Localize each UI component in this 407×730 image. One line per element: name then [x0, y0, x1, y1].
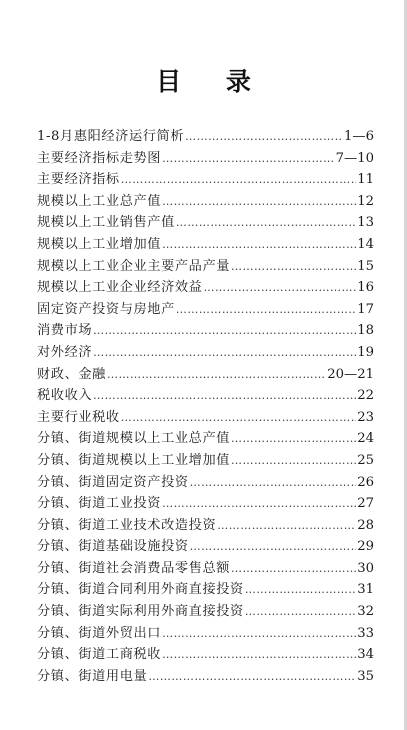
toc-leader-dots	[231, 450, 356, 472]
toc-entry-page: 26	[357, 474, 374, 490]
toc-entry-title: 规模以上工业销售产值	[37, 215, 175, 231]
toc-entry[interactable]	[37, 579, 374, 601]
toc-leader-dots	[162, 234, 356, 256]
toc-entry-title: 分镇、街道用电量	[37, 668, 148, 684]
toc-entry[interactable]	[37, 428, 374, 450]
toc-entry[interactable]	[37, 148, 374, 170]
toc-leader-dots	[217, 515, 356, 537]
toc-leader-dots	[176, 299, 356, 321]
toc-leader-dots	[121, 169, 356, 191]
toc-entry[interactable]	[37, 493, 374, 515]
toc-entry-title: 分镇、街道规模以上工业增加值	[37, 452, 231, 468]
toc-entry[interactable]	[37, 320, 374, 342]
toc-entry-page: 32	[357, 604, 374, 620]
toc-entry[interactable]	[37, 515, 374, 537]
toc-entry-page: 11	[357, 172, 374, 188]
toc-entry-page: 27	[357, 496, 374, 512]
toc-entry-page: 15	[357, 258, 374, 274]
toc-leader-dots	[162, 623, 356, 645]
toc-entry[interactable]	[37, 623, 374, 645]
toc-entry-title: 分镇、街道固定资产投资	[37, 474, 189, 490]
toc-entry-title: 主要行业税收	[37, 409, 120, 425]
toc-entry-page: 1—6	[344, 129, 374, 144]
toc-entry-page: 13	[357, 215, 374, 231]
toc-entry-title: 主要经济指标走势图	[37, 150, 162, 166]
toc-entry-title: 1-8月惠阳经济运行简析	[37, 129, 185, 144]
toc-entry-page: 31	[357, 582, 374, 598]
toc-leader-dots	[190, 536, 357, 558]
toc-entry[interactable]	[37, 191, 374, 213]
toc-leader-dots	[93, 385, 356, 407]
toc-entry-page: 23	[357, 409, 374, 425]
toc-leader-dots	[121, 407, 356, 429]
toc-leader-dots	[93, 320, 356, 342]
toc-entry-title: 消费市场	[37, 323, 93, 339]
page-title: 目 录	[156, 67, 269, 96]
toc-entry[interactable]	[37, 364, 374, 386]
toc-leader-dots	[203, 277, 356, 299]
toc-entry[interactable]	[37, 644, 374, 666]
toc-entry-title: 规模以上工业企业经济效益	[37, 280, 203, 296]
toc-entry[interactable]	[37, 212, 374, 234]
toc-entry-page: 20—21	[327, 366, 374, 382]
toc-entry-page: 14	[357, 236, 374, 252]
toc-entry-title: 税收收入	[37, 388, 93, 404]
toc-entry[interactable]	[37, 299, 374, 321]
toc-leader-dots	[231, 428, 356, 450]
toc-entry-title: 分镇、街道社会消费品零售总额	[37, 560, 231, 576]
toc-entry-page: 17	[357, 301, 374, 317]
toc-entry-page: 18	[357, 323, 374, 339]
toc-entry[interactable]	[37, 169, 374, 191]
toc-entry-title: 分镇、街道实际利用外商直接投资	[37, 604, 244, 620]
toc-entry-title: 分镇、街道工业技术改造投资	[37, 517, 217, 533]
toc-entry-page: 12	[357, 193, 374, 209]
toc-entry[interactable]	[37, 385, 374, 407]
toc-entry-title: 规模以上工业增加值	[37, 236, 162, 252]
toc-entry[interactable]	[37, 277, 374, 299]
table-of-contents	[37, 126, 374, 687]
toc-entry[interactable]	[37, 558, 374, 580]
toc-leader-dots	[93, 342, 356, 364]
toc-entry-page: 16	[357, 280, 374, 296]
toc-entry[interactable]	[37, 536, 374, 558]
toc-entry[interactable]	[37, 256, 374, 278]
toc-entry-title: 分镇、街道规模以上工业总产值	[37, 431, 231, 447]
toc-leader-dots	[162, 148, 335, 170]
toc-entry[interactable]	[37, 666, 374, 688]
toc-entry[interactable]	[37, 126, 374, 148]
toc-entry-title: 分镇、街道基础设施投资	[37, 539, 189, 555]
toc-entry-page: 24	[357, 431, 374, 447]
toc-entry-title: 分镇、街道工商税收	[37, 647, 162, 663]
toc-leader-dots	[185, 126, 343, 148]
toc-entry-page: 25	[357, 452, 374, 468]
toc-entry[interactable]	[37, 450, 374, 472]
toc-leader-dots	[162, 644, 356, 666]
toc-leader-dots	[162, 191, 356, 213]
toc-entry-title: 分镇、街道外贸出口	[37, 625, 162, 641]
toc-entry[interactable]	[37, 407, 374, 429]
toc-entry-page: 7—10	[335, 150, 374, 166]
toc-entry-page: 35	[357, 668, 374, 684]
toc-leader-dots	[231, 558, 356, 580]
toc-entry-title: 财政、金融	[37, 366, 106, 382]
toc-entry-title: 对外经济	[37, 344, 93, 360]
toc-leader-dots	[148, 666, 356, 688]
toc-entry-title: 规模以上工业总产值	[37, 193, 162, 209]
toc-entry-title: 主要经济指标	[37, 172, 120, 188]
toc-entry-title: 规模以上工业企业主要产品产量	[37, 258, 231, 274]
toc-leader-dots	[231, 256, 356, 278]
toc-entry-page: 29	[357, 539, 374, 555]
toc-entry-page: 19	[357, 344, 374, 360]
toc-leader-dots	[176, 212, 356, 234]
toc-entry[interactable]	[37, 601, 374, 623]
toc-entry-title: 分镇、街道合同利用外商直接投资	[37, 582, 244, 598]
toc-leader-dots	[107, 364, 326, 386]
toc-entry-page: 22	[357, 388, 374, 404]
toc-entry[interactable]	[37, 234, 374, 256]
toc-entry-page: 30	[357, 560, 374, 576]
toc-leader-dots	[245, 601, 356, 623]
toc-leader-dots	[162, 493, 356, 515]
toc-entry[interactable]	[37, 472, 374, 494]
toc-entry-title: 分镇、街道工业投资	[37, 496, 162, 512]
toc-leader-dots	[245, 579, 356, 601]
toc-entry-page: 34	[357, 647, 374, 663]
toc-entry-page: 33	[357, 625, 374, 641]
toc-entry-title: 固定资产投资与房地产	[37, 301, 175, 317]
toc-entry-page: 28	[357, 517, 374, 533]
toc-entry[interactable]	[37, 342, 374, 364]
toc-leader-dots	[190, 472, 357, 494]
